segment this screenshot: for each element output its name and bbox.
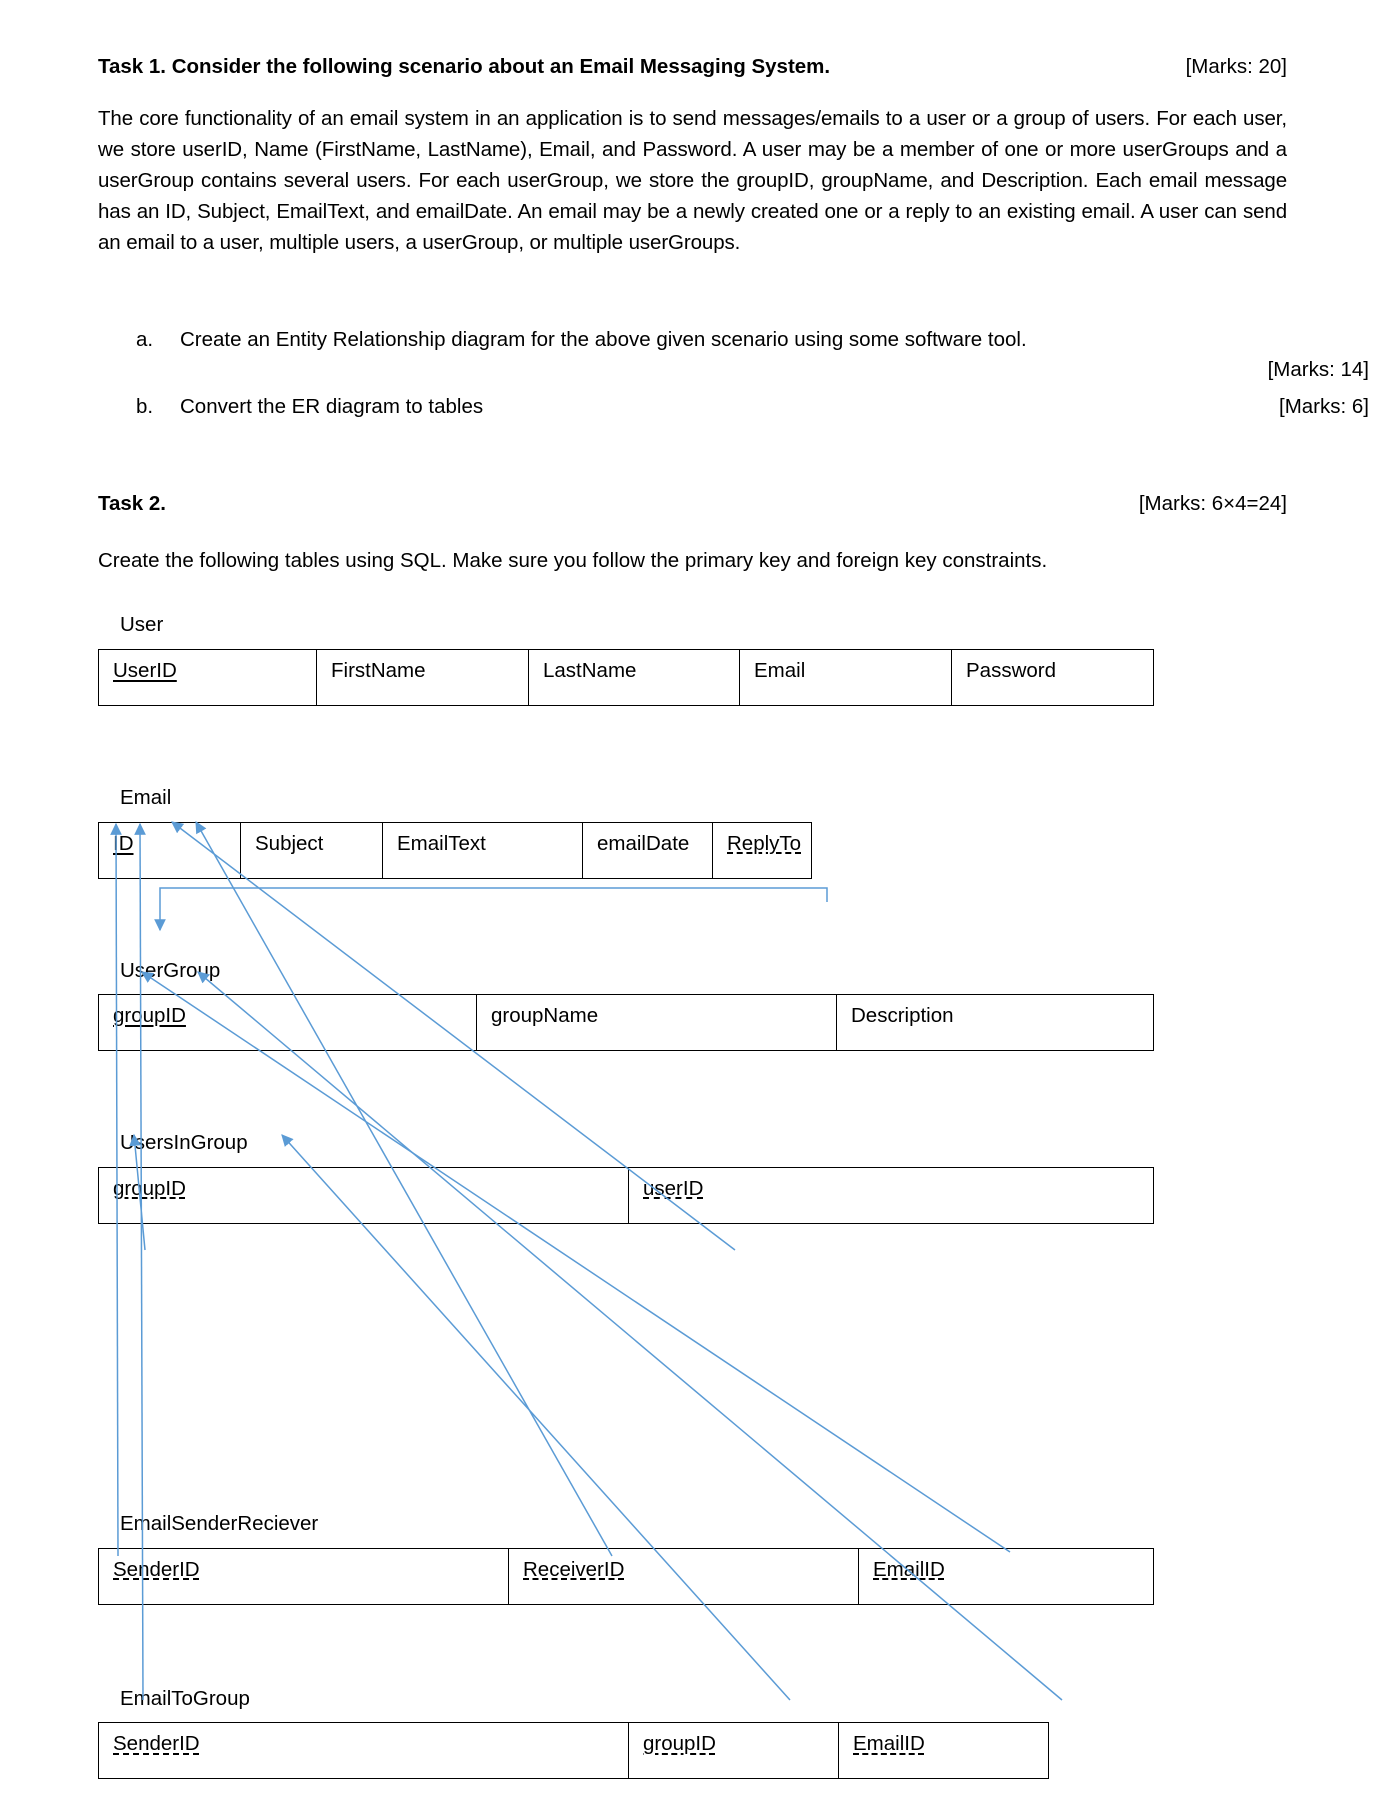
- db-column-label: groupID: [113, 1004, 186, 1028]
- db-column-cell: [383, 822, 583, 878]
- task2-title: Task 2.: [98, 491, 166, 515]
- db-column-cell: [529, 649, 740, 705]
- db-table-emailtogroup: [98, 1722, 1049, 1779]
- task1-item-a-marker: a.: [136, 327, 154, 351]
- db-column-cell: [583, 822, 713, 878]
- db-table-block-user: [98, 611, 1287, 706]
- db-column-label: userID: [643, 1176, 704, 1200]
- db-column-cell: [629, 1723, 839, 1779]
- db-column-label: SenderID: [113, 1732, 200, 1756]
- task1-item-b: [98, 392, 1369, 423]
- db-table-email: [98, 822, 812, 879]
- task2-instruction: Create the following tables using SQL. Make sure you follow the primary key and foreign key constraints.: [98, 549, 1048, 573]
- db-table-block-email: [98, 784, 1287, 879]
- db-column-label: SenderID: [113, 1557, 200, 1581]
- db-table-header-row: [99, 1548, 1154, 1604]
- task2-marks: [Marks: 6×4=24]: [1138, 491, 1287, 515]
- db-column-cell: [99, 1723, 629, 1779]
- task1-item-b-text: Convert the ER diagram to tables: [180, 395, 484, 418]
- db-column-label: Password: [966, 658, 1057, 682]
- db-table-block-usergroup: [98, 957, 1287, 1052]
- db-column-cell: [317, 649, 529, 705]
- task1-subquestions: [98, 325, 1369, 423]
- db-column-label: ID: [113, 831, 134, 855]
- task1-item-a-body: [180, 325, 1369, 387]
- db-table-block-emailsenderreciever: [98, 1510, 1287, 1605]
- task1-marks: [Marks: 20]: [1185, 55, 1287, 78]
- db-column-label: EmailID: [853, 1732, 925, 1756]
- db-column-label: LastName: [543, 658, 637, 682]
- db-column-label: ReceiverID: [523, 1557, 625, 1581]
- db-table-caption: EmailToGroup: [120, 1686, 250, 1710]
- db-table-header-row: [99, 1167, 1154, 1223]
- task1-scenario-paragraph: The core functionality of an email system in an application is to send messages/emails to a user or a group of users. For each user, we store userID, Name (FirstName, LastName), Email, and Password. A user may be a member of one or more userGroups and a userGroup contains several users. For each userGroup, we store the groupID, groupName, and Description. Each email message has an ID, Subject, EmailText, and emailDate. An email may be a newly created one or a reply to an existing email. A user can send an email to a user, multiple users, a userGroup, or multiple userGroups.: [98, 106, 1287, 255]
- db-table-header-row: [99, 995, 1154, 1051]
- task1-item-a: [98, 325, 1369, 387]
- db-column-cell: [99, 649, 317, 705]
- db-table-usergroup: [98, 994, 1154, 1051]
- section-spacer: [98, 429, 1287, 489]
- db-tables-host: [98, 611, 1287, 1779]
- db-table-header-row: [99, 649, 1154, 705]
- task1-item-b-marker: b.: [136, 395, 154, 418]
- db-column-label: Email: [754, 658, 806, 682]
- db-table-caption: Email: [120, 785, 172, 809]
- db-column-cell: [713, 822, 812, 878]
- db-column-cell: [99, 1167, 629, 1223]
- db-column-cell: [477, 995, 837, 1051]
- task1-item-b-marks: [Marks: 6]: [1279, 395, 1369, 418]
- db-column-cell: [509, 1548, 859, 1604]
- db-column-label: emailDate: [597, 831, 690, 855]
- db-column-label: Description: [851, 1004, 954, 1028]
- db-column-label: ReplyTo: [727, 831, 802, 855]
- db-column-cell: [629, 1167, 1154, 1223]
- db-table-caption: User: [120, 613, 164, 637]
- db-table-block-emailtogroup: [98, 1685, 1287, 1780]
- db-table-emailsenderreciever: [98, 1548, 1154, 1605]
- db-table-caption: EmailSenderReciever: [120, 1511, 319, 1535]
- db-table-caption: UserGroup: [120, 958, 221, 982]
- db-column-cell: [839, 1723, 1049, 1779]
- task1-item-a-text: Create an Entity Relationship diagram for the above given scenario using some software tool.: [180, 327, 1027, 351]
- db-column-cell: [99, 822, 241, 878]
- db-column-label: EmailID: [873, 1557, 945, 1581]
- db-table-header-row: [99, 1723, 1049, 1779]
- task1-item-a-marks: [Marks: 14]: [1267, 358, 1369, 382]
- db-column-label: FirstName: [331, 658, 426, 682]
- db-column-cell: [952, 649, 1154, 705]
- db-column-cell: [241, 822, 383, 878]
- db-column-cell: [99, 995, 477, 1051]
- db-column-cell: [837, 995, 1154, 1051]
- db-column-cell: [740, 649, 952, 705]
- db-column-label: groupID: [113, 1176, 186, 1200]
- db-column-label: UserID: [113, 658, 177, 682]
- db-table-header-row: [99, 822, 812, 878]
- db-table-block-usersingroup: [98, 1129, 1287, 1224]
- db-column-cell: [859, 1548, 1154, 1604]
- db-table-caption: UsersInGroup: [120, 1131, 248, 1155]
- db-column-label: groupID: [643, 1732, 716, 1756]
- task1-heading-row: [98, 52, 1287, 82]
- task1-item-b-body: [180, 392, 1369, 423]
- db-table-user: [98, 649, 1154, 706]
- db-table-usersingroup: [98, 1167, 1154, 1224]
- db-column-cell: [99, 1548, 509, 1604]
- db-column-label: EmailText: [397, 831, 486, 855]
- task1-title: Task 1. Consider the following scenario about an Email Messaging System.: [98, 55, 831, 78]
- db-column-label: groupName: [491, 1004, 599, 1028]
- db-column-label: Subject: [255, 831, 324, 855]
- task2-heading-row: [98, 489, 1287, 519]
